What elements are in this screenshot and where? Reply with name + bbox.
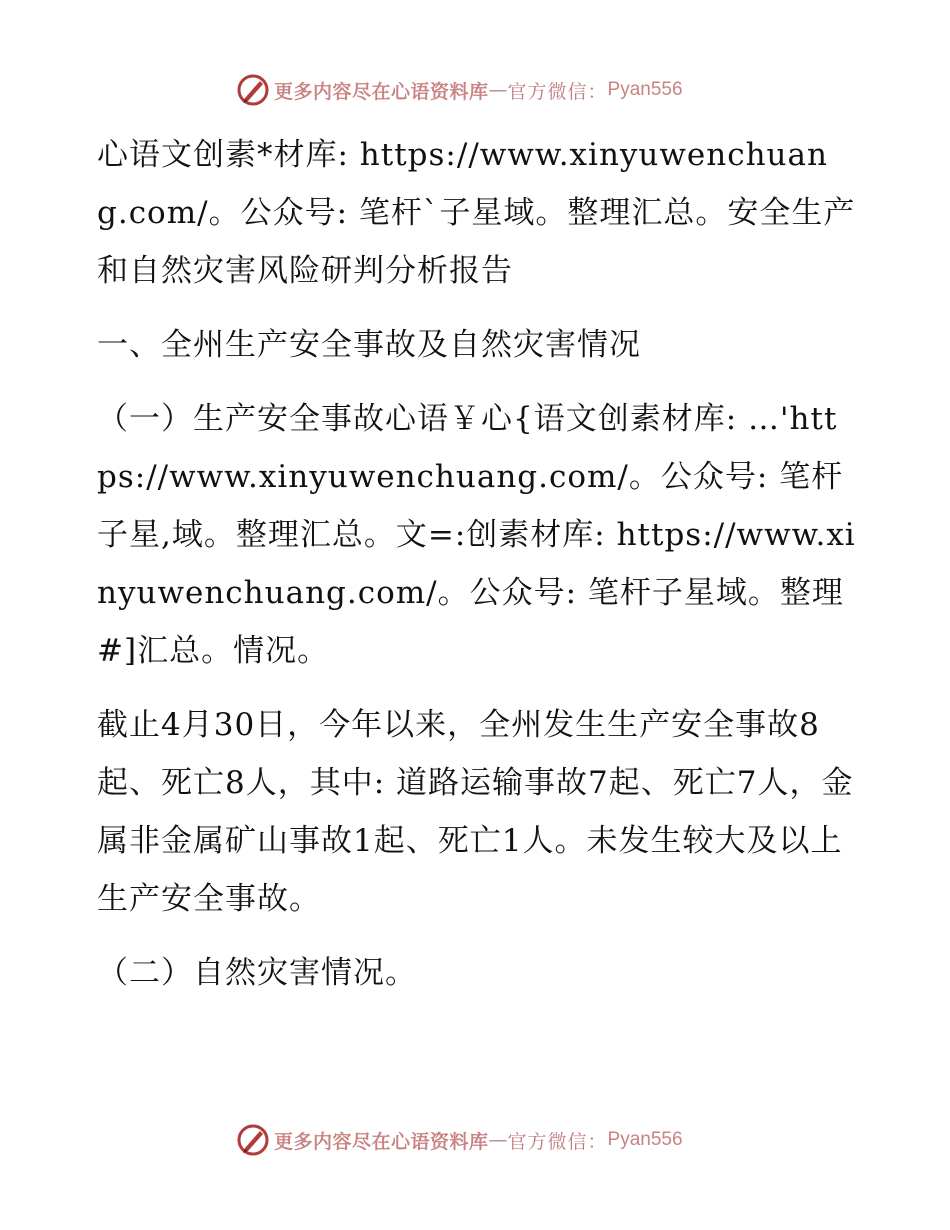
section-heading-1: 一、全州生产安全事故及自然灾害情况 <box>97 327 641 363</box>
banner-wechat-label: 官方微信： <box>507 1130 608 1153</box>
paragraph-statistics: 截止4月30日，今年以来，全州发生生产安全事故8起、死亡8人，其中: 道路运输事故7起、死亡7人，金属非金属矿山事故1起、死亡1人。未发生较大及以上生产安全事故。 <box>97 707 854 917</box>
header-banner <box>236 72 683 108</box>
banner-dash: — <box>488 1129 508 1151</box>
banner-wechat-id: Pyan556 <box>607 79 683 100</box>
pen-logo-icon <box>236 1123 270 1157</box>
subsection-heading-1: （一）生产安全事故心语￥心{语文创素材库: …'https://www.xinyuwenchuang.com/。公众号: 笔杆子星,域。整理汇总。文=:创素材库: https://www.xinyuwenchuang.com/。公众号: 笔杆子星域。整理#]汇总。情况。 <box>97 401 856 669</box>
subsection-heading-2: （二）自然灾害情况。 <box>97 955 417 991</box>
footer-banner <box>236 1122 683 1158</box>
banner-wechat-label: 官方微信： <box>507 80 608 103</box>
document-body <box>97 126 857 1002</box>
banner-site-name: 更多内容尽在心语资料库 <box>274 1130 489 1153</box>
banner-wechat-id: Pyan556 <box>607 1129 683 1150</box>
banner-dash: — <box>488 79 508 101</box>
banner-site-name: 更多内容尽在心语资料库 <box>274 80 489 103</box>
paragraph-intro: 心语文创素*材库: https://www.xinyuwenchuang.com/。公众号: 笔杆`子星域。整理汇总。安全生产和自然灾害风险研判分析报告 <box>97 137 856 289</box>
pen-logo-icon <box>236 73 270 107</box>
